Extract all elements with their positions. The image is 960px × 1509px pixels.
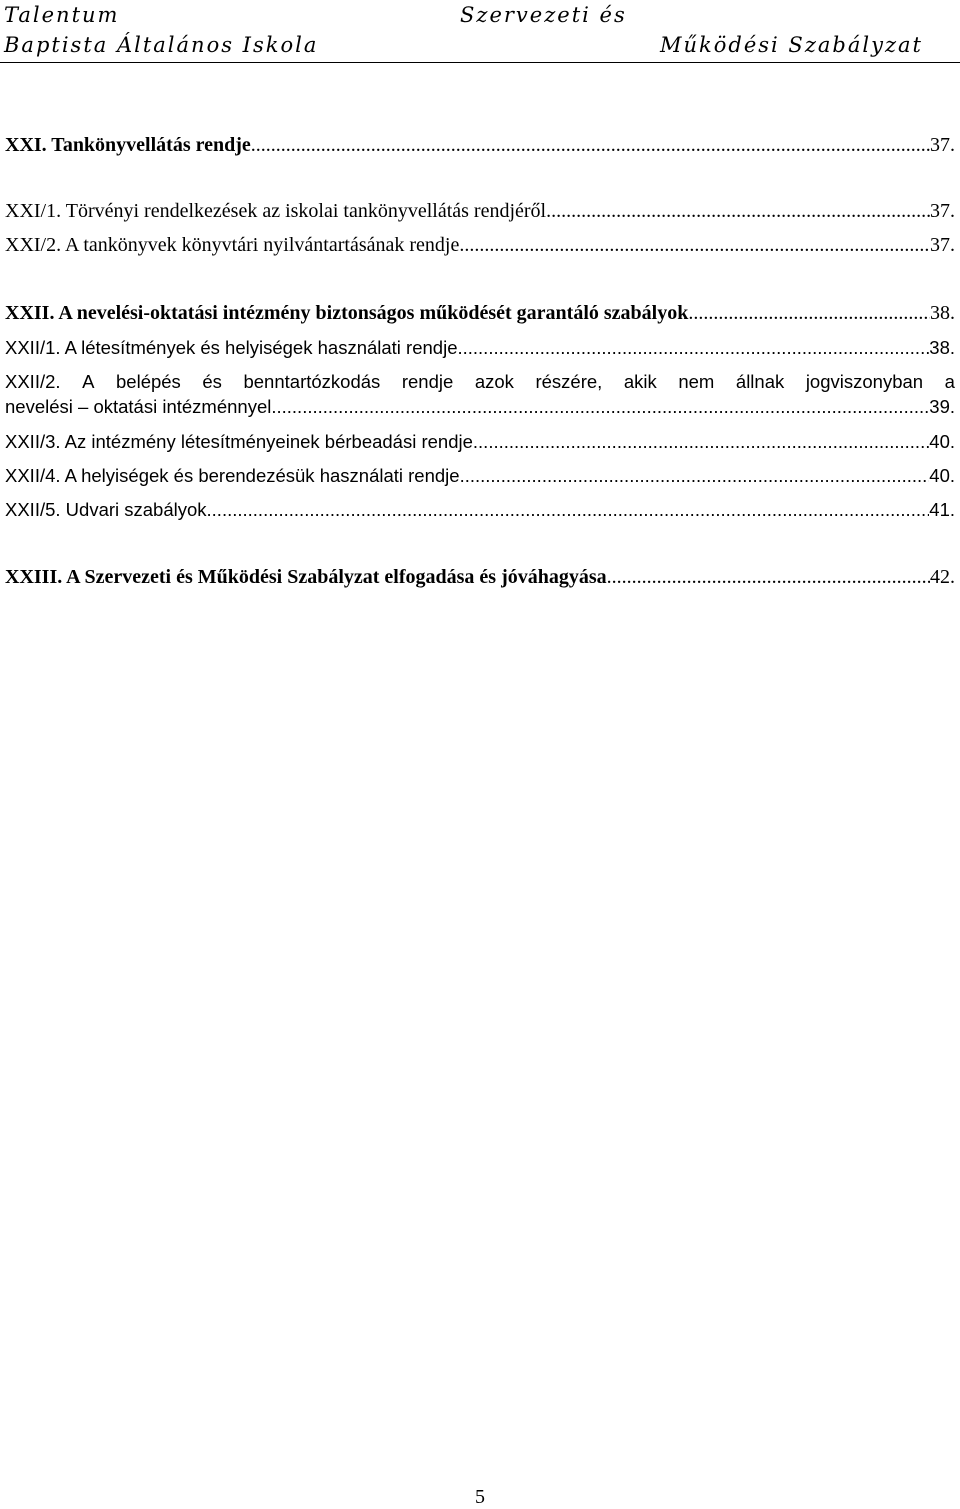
- toc-entry-xxiii[interactable]: [5, 566, 955, 589]
- toc-entry-title: XXII/5. Udvari szabályok: [5, 499, 207, 520]
- toc-entry-page: 40.: [929, 431, 955, 452]
- toc-leader-dots: [546, 200, 930, 223]
- toc-entry-title: XXII/4. A helyiségek és berendezésük használati rendje: [5, 465, 460, 486]
- toc-word: A: [82, 371, 95, 392]
- header-document-title-line2: Működési Szabályzat: [660, 33, 923, 57]
- toc-entry-xxii[interactable]: [5, 302, 955, 325]
- toc-entry-title-line1: [5, 370, 955, 393]
- toc-word: akik: [623, 371, 657, 392]
- toc-entry-xxii-4[interactable]: [5, 464, 955, 487]
- toc-entry-title: XXII/3. Az intézmény létesítményeinek bérbeadási rendje: [5, 431, 473, 452]
- toc-word: jogviszonyban: [805, 371, 924, 392]
- toc-word: a: [944, 371, 955, 392]
- toc-entry-title: XXI/1. Törvényi rendelkezések az iskolai tankönyvellátás rendjéről: [5, 200, 547, 222]
- toc-entry-page: 42.: [930, 566, 955, 588]
- page-header: [0, 0, 960, 64]
- toc-entry-title: XXII/1. A létesítmények és helyiségek használati rendje: [5, 337, 458, 358]
- toc-entry-title: XXI. Tankönyvellátás rendje: [5, 134, 251, 156]
- toc-leader-dots: [251, 134, 930, 157]
- header-document-title-line1: Szervezeti és: [460, 3, 627, 27]
- toc-leader-dots: [271, 395, 929, 418]
- toc-word: azok: [474, 371, 514, 392]
- toc-word: rendje: [401, 371, 454, 392]
- toc-word: állnak: [735, 371, 785, 392]
- toc-entry-xxii-5[interactable]: [5, 498, 955, 521]
- toc-entry-page: 37.: [930, 134, 955, 156]
- toc-leader-dots: [457, 336, 929, 359]
- toc-entry-xxii-3[interactable]: [5, 430, 955, 453]
- toc-entry-xxii-2[interactable]: [5, 370, 955, 418]
- toc-leader-dots: [607, 566, 930, 589]
- header-school-name-line1: Talentum: [4, 3, 120, 27]
- toc-word: és: [202, 371, 222, 392]
- toc-leader-dots: [688, 302, 930, 325]
- toc-word: XXII/2.: [5, 371, 61, 392]
- toc-entry-title: XXI/2. A tankönyvek könyvtári nyilvántartásának rendje: [5, 234, 460, 256]
- toc-leader-dots: [459, 234, 930, 257]
- toc-entry-xxi-2[interactable]: [5, 234, 955, 257]
- toc-entry-page: 40.: [929, 465, 955, 486]
- toc-entry-xxi[interactable]: [5, 134, 955, 157]
- toc-entry-page: 37.: [930, 234, 955, 256]
- toc-entry-page: 39.: [929, 396, 955, 417]
- toc-entry-page: 41.: [929, 499, 955, 520]
- toc-entry-page: 38.: [930, 302, 955, 324]
- toc-leader-dots: [207, 498, 930, 521]
- header-school-name-line2: Baptista Általános Iskola: [4, 33, 319, 57]
- toc-word: részére,: [535, 371, 603, 392]
- toc-leader-dots: [460, 464, 930, 487]
- toc-entry-xxii-1[interactable]: [5, 336, 955, 359]
- toc-entry-xxi-1[interactable]: [5, 200, 955, 223]
- toc-entry-title: XXIII. A Szervezeti és Működési Szabályzat elfogadása és jóváhagyása: [5, 566, 607, 588]
- toc-word: belépés: [116, 371, 181, 392]
- header-rule: [0, 62, 960, 63]
- toc-leader-dots: [473, 430, 929, 453]
- toc-entry-title: XXII. A nevelési-oktatási intézmény biztonságos működését garantáló szabályok: [5, 302, 689, 324]
- toc-entry-page: 38.: [929, 337, 955, 358]
- page-number: 5: [475, 1486, 485, 1508]
- toc-word: benntartózkodás: [243, 371, 381, 392]
- toc-entry-page: 37.: [930, 200, 955, 222]
- toc-entry-title-line2: nevelési – oktatási intézménnyel: [5, 396, 272, 417]
- toc-word: nem: [678, 371, 715, 392]
